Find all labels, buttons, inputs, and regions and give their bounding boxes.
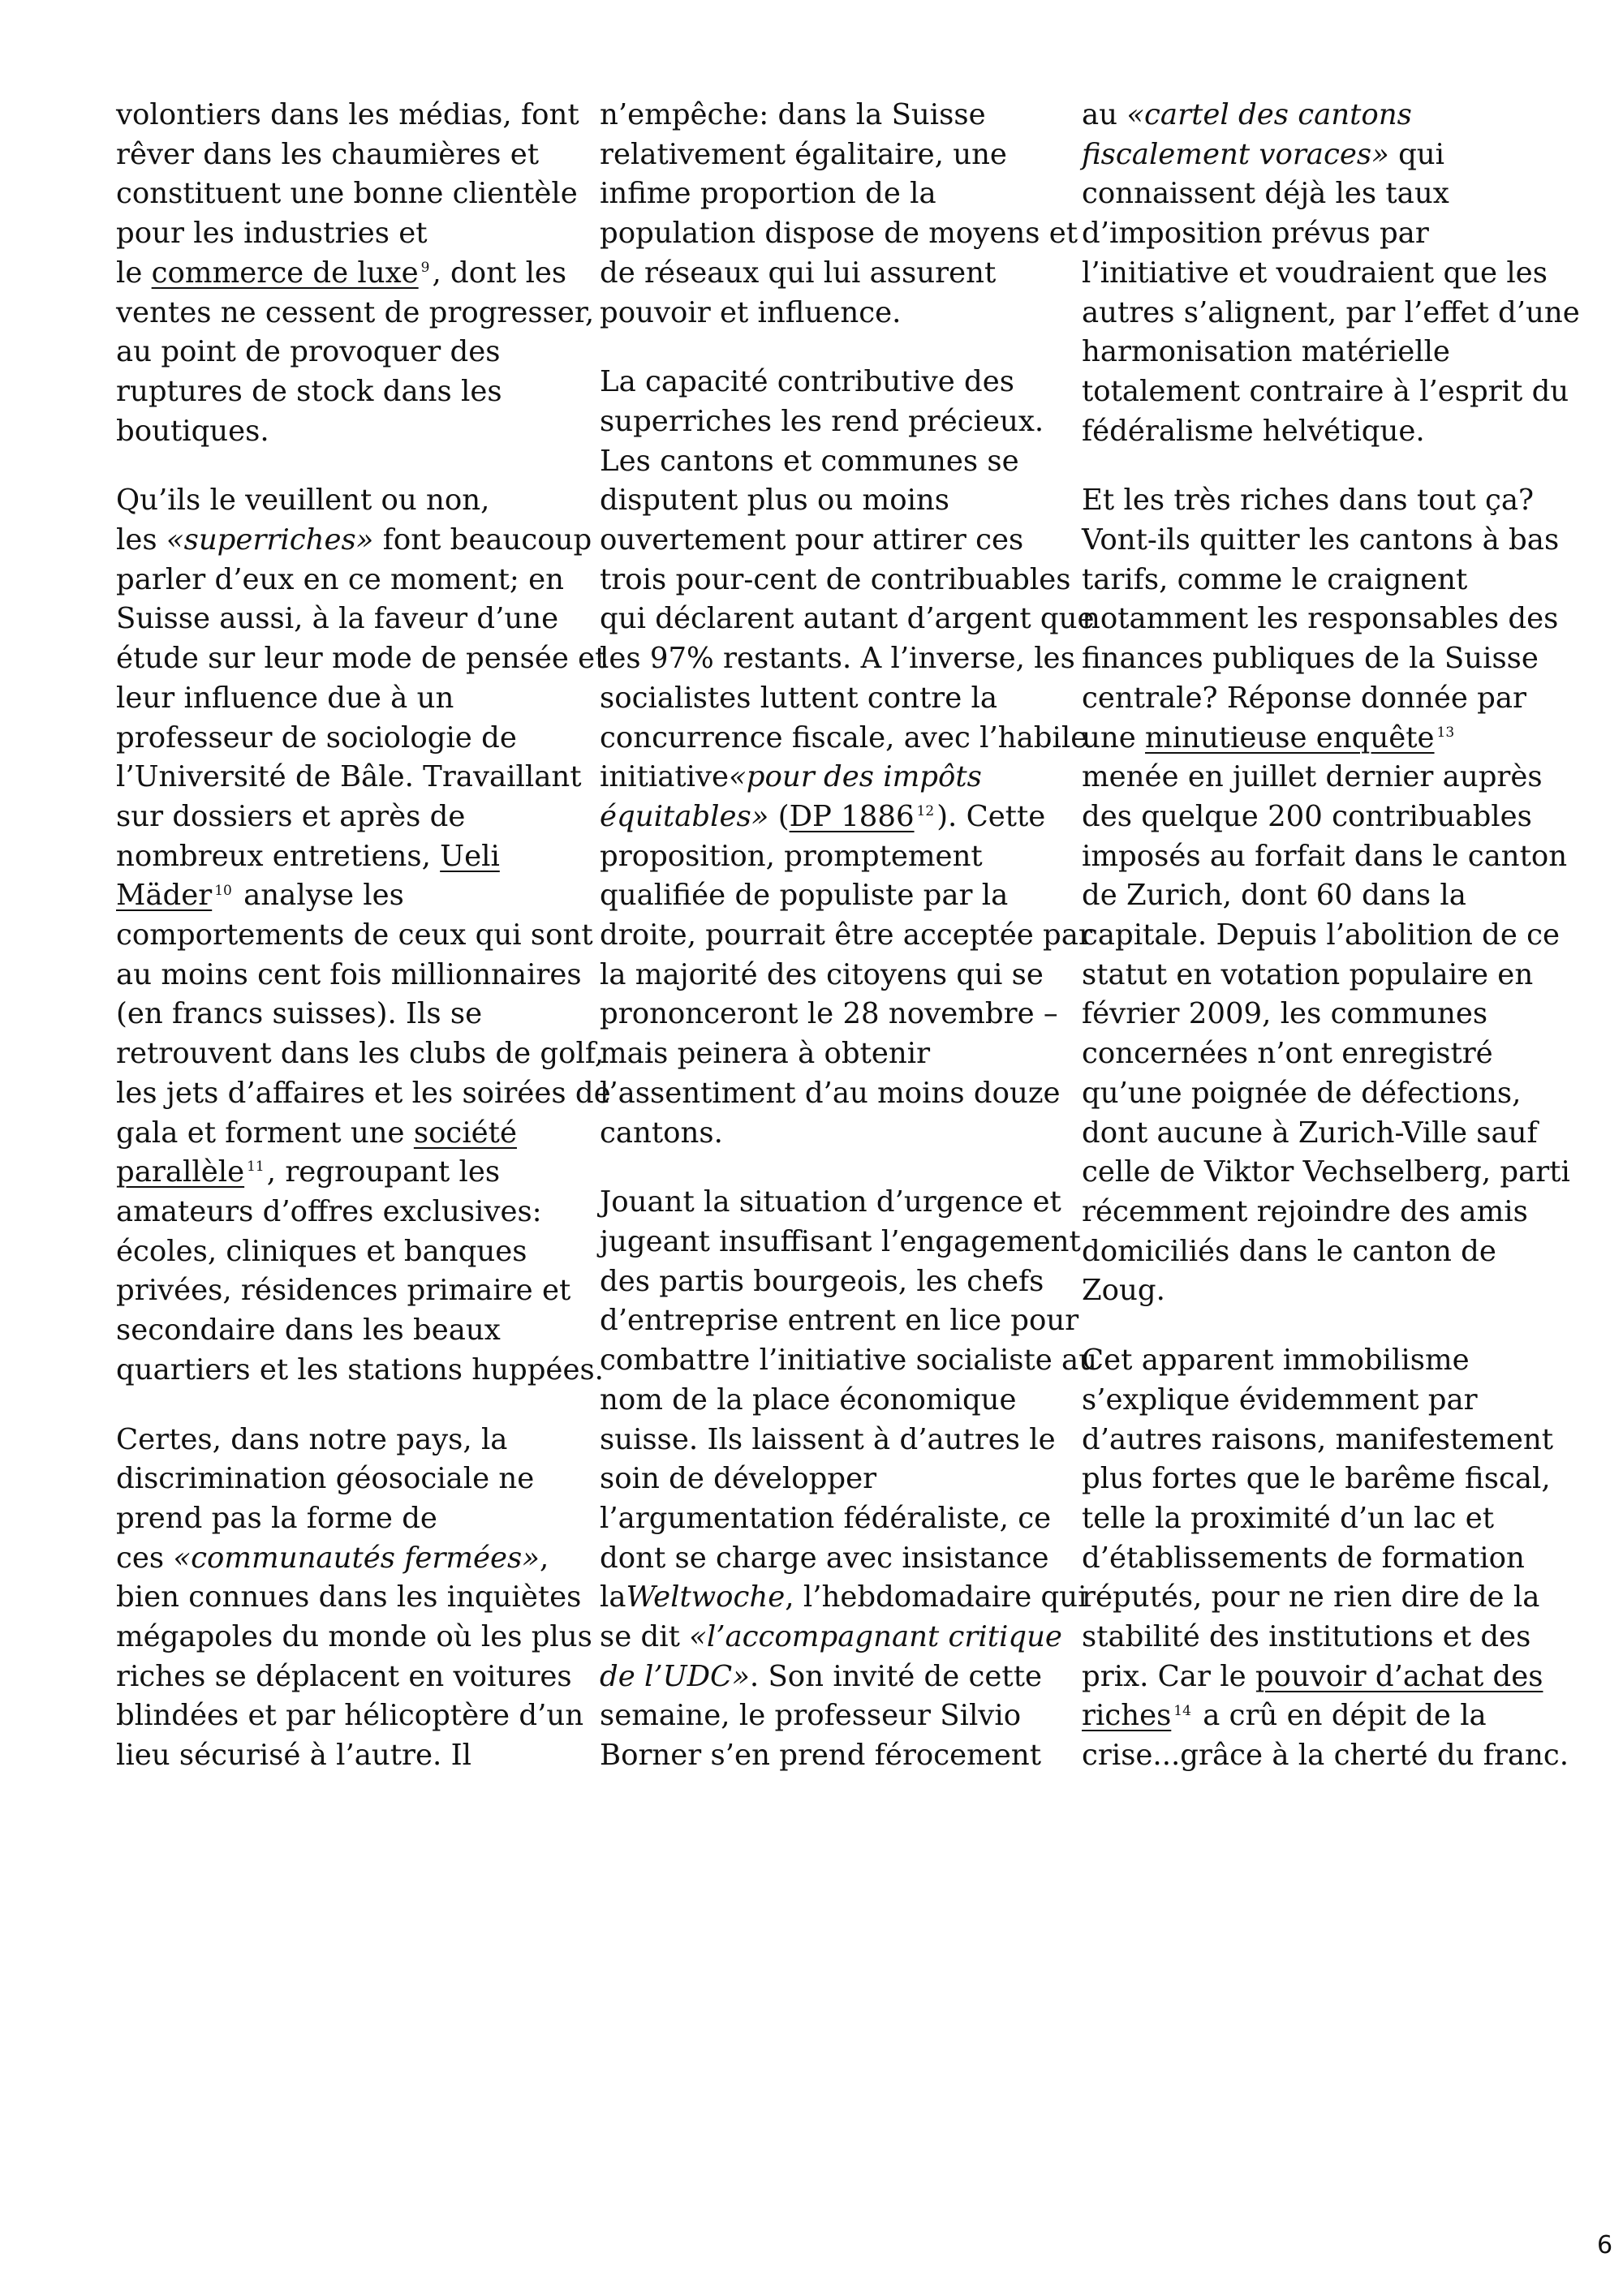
- text-fragment: , regroupant les: [266, 1155, 501, 1189]
- column-3: [1082, 96, 1580, 1776]
- text-line: qualifiée de populiste par la: [600, 879, 1009, 913]
- text-line: tarifs, comme le craignent: [1082, 562, 1468, 596]
- text-line: relativement égalitaire, une: [600, 137, 1007, 171]
- text-fragment: initiative: [600, 760, 730, 794]
- text-line: dont se charge avec insistance: [600, 1541, 1049, 1575]
- link-pouvoir-dachat-cont[interactable]: riches: [1082, 1699, 1172, 1733]
- quoted-term: équitables»: [600, 799, 769, 833]
- text-line: retrouvent dans les clubs de golf,: [116, 1037, 605, 1071]
- text-line: riches se déplacent en voitures: [116, 1659, 572, 1693]
- text-line: menée en juillet dernier auprès: [1082, 760, 1543, 794]
- text-line: l’argumentation fédéraliste, ce: [600, 1501, 1052, 1535]
- link-dp-1886[interactable]: DP 1886: [789, 799, 915, 833]
- text-line: au moins cent fois millionnaires: [116, 957, 582, 991]
- text-fragment: ces: [116, 1541, 174, 1575]
- text-line: Suisse aussi, à la faveur d’une: [116, 602, 559, 636]
- quoted-term: «l’accompagnant critique: [689, 1620, 1062, 1654]
- text-fragment: au: [1082, 98, 1127, 131]
- text-line: Et les très riches dans tout ça?: [1082, 484, 1535, 518]
- text-line: [116, 1539, 554, 1579]
- text-line: disputent plus ou moins: [600, 484, 950, 518]
- text-line: s’explique évidemment par: [1082, 1382, 1478, 1417]
- text-line: bien connues dans les inquiètes: [116, 1580, 582, 1615]
- text-line: rêver dans les chaumières et: [116, 137, 539, 171]
- text-line: d’autres raisons, manifestement: [1082, 1422, 1554, 1456]
- text-line: ventes ne cessent de progresser,: [116, 295, 595, 329]
- text-line: étude sur leur mode de pensée et: [116, 642, 607, 676]
- text-line: crise...grâce à la cherté du franc.: [1082, 1739, 1569, 1773]
- column-2: [600, 96, 1098, 1776]
- quoted-term: «communautés fermées»: [173, 1541, 540, 1575]
- text-line: Borner s’en prend férocement: [600, 1739, 1041, 1773]
- text-line: semaine, le professeur Silvio: [600, 1699, 1022, 1733]
- link-societe-parallele[interactable]: société: [413, 1116, 517, 1150]
- link-minutieuse-enquete[interactable]: minutieuse enquête: [1145, 720, 1435, 755]
- text-line: [1082, 135, 1520, 175]
- quoted-term: fiscalement voraces»: [1082, 137, 1389, 171]
- text-line: [116, 1153, 554, 1193]
- page-number: 6: [1597, 2231, 1613, 2259]
- text-line: [1082, 1696, 1520, 1736]
- text-line: mégapoles du monde où les plus: [116, 1620, 592, 1654]
- text-line: Vont-ils quitter les cantons à bas: [1082, 523, 1560, 557]
- paragraph: [600, 363, 1095, 1153]
- text-line: [1082, 1658, 1543, 1697]
- text-line: d’établissements de formation: [1082, 1541, 1525, 1575]
- text-line: statut en votation populaire en: [1082, 957, 1534, 991]
- link-societe-parallele-cont[interactable]: parallèle: [116, 1155, 245, 1189]
- text-fragment: . Son invité de cette: [749, 1659, 1042, 1693]
- text-line: suisse. Ils laissent à d’autres le: [600, 1422, 1056, 1456]
- footnote-ref: 10: [214, 882, 232, 899]
- text-line: blindées et par hélicoptère d’un: [116, 1699, 584, 1733]
- text-fragment: , dont les: [432, 256, 567, 290]
- text-line: dont aucune à Zurich-Ville sauf: [1082, 1116, 1538, 1150]
- text-line: jugeant insuffisant l’engagement: [600, 1224, 1081, 1258]
- text-line: stabilité des institutions et des: [1082, 1620, 1531, 1654]
- text-line: la majorité des citoyens qui se: [600, 957, 1044, 991]
- text-line: [116, 837, 554, 877]
- text-fragment: se dit: [600, 1620, 690, 1654]
- text-line: Cet apparent immobilisme: [1082, 1344, 1470, 1378]
- footnote-ref: 12: [916, 803, 935, 820]
- text-line: socialistes luttent contre la: [600, 681, 998, 715]
- text-line: [600, 1658, 1042, 1697]
- text-line: de Zurich, dont 60 dans la: [1082, 879, 1466, 913]
- text-line: [600, 1578, 1087, 1618]
- paragraph: [600, 96, 1078, 333]
- text-line: professeur de sociologie de: [116, 720, 517, 755]
- text-line: au point de provoquer des: [116, 335, 501, 369]
- text-fragment: le: [116, 256, 152, 290]
- text-line: leur influence due à un: [116, 681, 454, 715]
- text-line: notamment les responsables des: [1082, 602, 1559, 636]
- column-1: [116, 96, 611, 1776]
- text-line: volontiers dans les médias, font: [116, 98, 579, 131]
- text-line: n’empêche: dans la Suisse: [600, 98, 986, 131]
- paragraph: [1082, 96, 1580, 451]
- text-line: constituent une bonne clientèle: [116, 177, 578, 211]
- paragraph: [600, 1183, 1098, 1776]
- text-line: d’imposition prévus par: [1082, 217, 1429, 251]
- text-line: Qu’ils le veuillent ou non,: [116, 484, 490, 518]
- text-fragment: une: [1082, 720, 1146, 755]
- text-line: finances publiques de la Suisse: [1082, 642, 1539, 676]
- text-line: [600, 1618, 1062, 1658]
- text-line: février 2009, les communes: [1082, 997, 1488, 1031]
- text-line: privées, résidences primaire et: [116, 1274, 571, 1308]
- footnote-ref: 11: [247, 1159, 265, 1176]
- text-line: [1082, 96, 1520, 135]
- text-line: sur dossiers et après de: [116, 799, 466, 833]
- text-line: domiciliés dans le canton de: [1082, 1234, 1496, 1268]
- text-line: pour les industries et: [116, 217, 428, 251]
- text-fragment: ). Cette: [936, 799, 1046, 833]
- link-commerce-de-luxe[interactable]: commerce de luxe: [151, 256, 419, 290]
- text-line: boutiques.: [116, 414, 269, 448]
- text-line: [600, 798, 1046, 837]
- text-line: (en francs suisses). Ils se: [116, 997, 483, 1031]
- quoted-term: «pour des impôts: [729, 760, 982, 794]
- text-line: telle la proximité d’un lac et: [1082, 1501, 1495, 1535]
- text-line: plus fortes que le barême fiscal,: [1082, 1462, 1551, 1496]
- text-line: récemment rejoindre des amis: [1082, 1194, 1528, 1228]
- text-line: secondaire dans les beaux: [116, 1314, 501, 1348]
- text-line: des partis bourgeois, les chefs: [600, 1264, 1044, 1298]
- text-fragment: ,: [539, 1541, 549, 1575]
- text-line: l’Université de Bâle. Travaillant: [116, 760, 582, 794]
- text-fragment: nombreux entretiens,: [116, 839, 441, 873]
- text-line: population dispose de moyens et: [600, 217, 1078, 251]
- text-line: cantons.: [600, 1116, 723, 1150]
- text-line: [116, 1114, 554, 1154]
- text-line: droite, pourrait être acceptée par: [600, 918, 1092, 952]
- text-line: centrale? Réponse donnée par: [1082, 681, 1527, 715]
- text-line: Les cantons et communes se: [600, 444, 1019, 478]
- text-line: capitale. Depuis l’abolition de ce: [1082, 918, 1561, 952]
- text-line: fédéralisme helvétique.: [1082, 414, 1425, 448]
- text-line: [600, 758, 1038, 798]
- text-line: qu’une poignée de défections,: [1082, 1076, 1522, 1110]
- text-line: discrimination géosociale ne: [116, 1462, 535, 1496]
- footnote-ref: 9: [420, 259, 430, 276]
- text-line: des quelque 200 contribuables: [1082, 799, 1532, 833]
- text-line: harmonisation matérielle: [1082, 335, 1450, 369]
- text-line: [1082, 719, 1520, 759]
- text-line: autres s’alignent, par l’effet d’une: [1082, 295, 1580, 329]
- text-line: trois pour-cent de contribuables: [600, 562, 1071, 596]
- text-line: écoles, cliniques et banques: [116, 1234, 527, 1268]
- link-ueli-mader-cont[interactable]: Mäder: [116, 879, 213, 913]
- text-line: [116, 521, 592, 561]
- text-line: [116, 254, 567, 294]
- paragraph: [116, 1421, 592, 1776]
- quoted-term: de l’UDC»: [600, 1659, 750, 1693]
- paragraph: [1082, 481, 1570, 1311]
- text-line: ouvertement pour attirer ces: [600, 523, 1024, 557]
- text-line: infime proportion de la: [600, 177, 936, 211]
- text-line: Certes, dans notre pays, la: [116, 1422, 508, 1456]
- link-ueli-mader[interactable]: Ueli: [440, 839, 500, 873]
- text-line: soin de développer: [600, 1462, 877, 1496]
- text-fragment: , l’hebdomadaire qui: [785, 1580, 1087, 1615]
- footnote-ref: 13: [1436, 724, 1455, 741]
- text-line: quartiers et les stations huppées.: [116, 1352, 604, 1387]
- link-pouvoir-dachat[interactable]: pouvoir d’achat des: [1255, 1659, 1543, 1693]
- text-line: concurrence fiscale, avec l’habile: [600, 720, 1088, 755]
- text-fragment: font beaucoup: [373, 523, 592, 557]
- text-line: les 97% restants. A l’inverse, les: [600, 642, 1075, 676]
- text-line: de réseaux qui lui assurent: [600, 256, 997, 290]
- text-fragment: gala et forment une: [116, 1116, 414, 1150]
- text-line: Jouant la situation d’urgence et: [600, 1185, 1061, 1219]
- text-fragment: analyse les: [234, 879, 404, 913]
- footnote-ref: 14: [1173, 1702, 1191, 1719]
- text-line: réputés, pour ne rien dire de la: [1082, 1580, 1540, 1615]
- text-line: concernées n’ont enregistré: [1082, 1037, 1493, 1071]
- text-line: Zoug.: [1082, 1274, 1165, 1308]
- quoted-term: «superriches»: [166, 523, 374, 557]
- quoted-term: «cartel des cantons: [1126, 98, 1412, 131]
- text-line: d’entreprise entrent en lice pour: [600, 1304, 1079, 1338]
- text-line: l’initiative et voudraient que les: [1082, 256, 1548, 290]
- text-line: amateurs d’offres exclusives:: [116, 1194, 542, 1228]
- text-line: les jets d’affaires et les soirées de: [116, 1076, 611, 1110]
- text-line: totalement contraire à l’esprit du: [1082, 374, 1569, 408]
- paragraph: [116, 96, 595, 451]
- text-line: combattre l’initiative socialiste au: [600, 1344, 1098, 1378]
- text-fragment: (: [768, 799, 790, 833]
- text-fragment: prix. Car le: [1082, 1659, 1255, 1693]
- text-line: connaissent déjà les taux: [1082, 177, 1449, 211]
- text-line: proposition, promptement: [600, 839, 983, 873]
- text-line: superriches les rend précieux.: [600, 404, 1044, 438]
- text-line: La capacité contributive des: [600, 365, 1014, 399]
- publication-name: Weltwoche: [626, 1580, 786, 1615]
- text-line: celle de Viktor Vechselberg, parti: [1082, 1155, 1570, 1189]
- text-line: prend pas la forme de: [116, 1501, 437, 1535]
- text-line: imposés au forfait dans le canton: [1082, 839, 1568, 873]
- text-fragment: a crû en dépit de la: [1193, 1699, 1487, 1733]
- text-line: pouvoir et influence.: [600, 295, 902, 329]
- text-line: mais peinera à obtenir: [600, 1037, 931, 1071]
- text-line: ruptures de stock dans les: [116, 374, 502, 408]
- text-line: [116, 876, 554, 916]
- text-fragment: les: [116, 523, 166, 557]
- paragraph: [116, 481, 611, 1390]
- text-fragment: qui: [1388, 137, 1445, 171]
- text-line: qui déclarent autant d’argent que: [600, 602, 1095, 636]
- text-line: parler d’eux en ce moment; en: [116, 562, 564, 596]
- paragraph: [1082, 1341, 1569, 1776]
- text-line: comportements de ceux qui sont: [116, 918, 593, 952]
- text-line: l’assentiment d’au moins douze: [600, 1076, 1061, 1110]
- text-line: nom de la place économique: [600, 1382, 1017, 1417]
- text-line: lieu sécurisé à l’autre. Il: [116, 1739, 471, 1773]
- text-fragment: la: [600, 1580, 626, 1615]
- text-line: prononceront le 28 novembre –: [600, 997, 1058, 1031]
